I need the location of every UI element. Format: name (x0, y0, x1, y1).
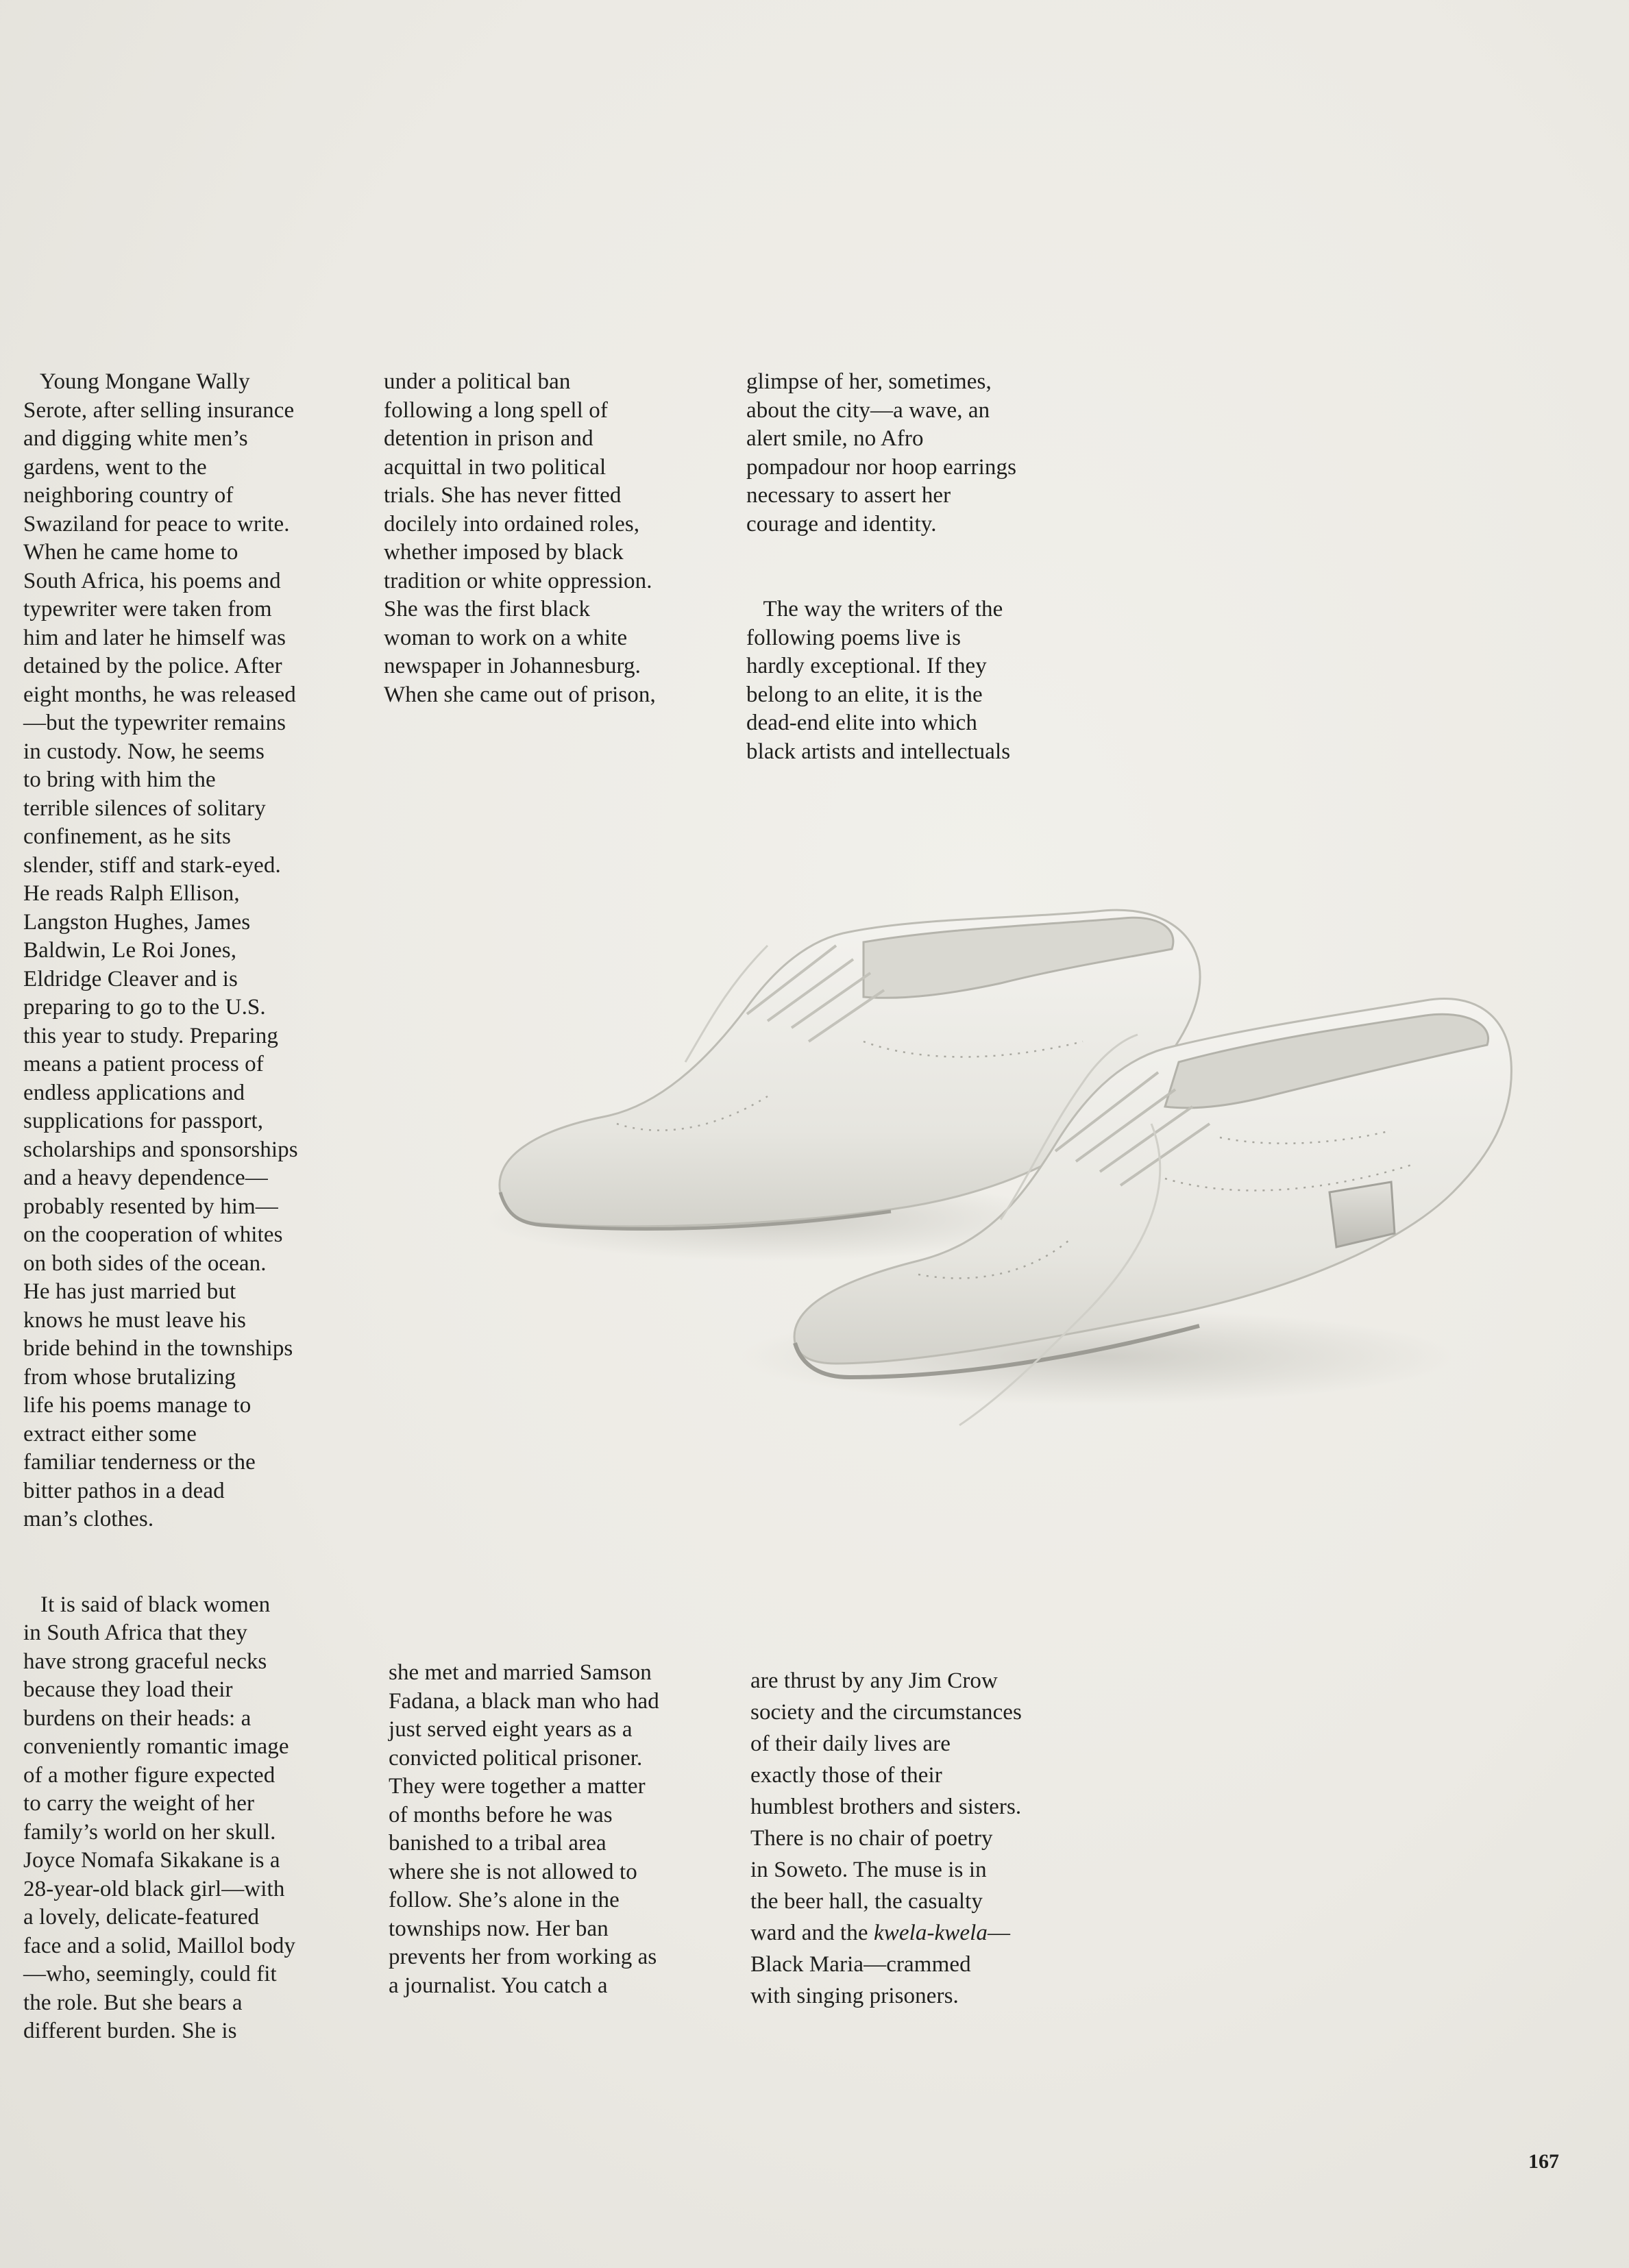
text-column-middle-bottom (389, 1602, 731, 2057)
page-number: 167 (1528, 2150, 1559, 2173)
text-before-italic: are thrust by any Jim Crow society and the circumstances of their daily lives are exactly those of their humblest brothers and sisters. There is no chair of poetry in Soweto. The muse is in the beer hall, the casualty ward and the (750, 1668, 1022, 1945)
paragraph-writers: The way the writers of the following poems live is hardly exceptional. If they belong to an elite, it is the dead-end elite into which black artists and intellectuals (746, 597, 1011, 764)
text-column-right-bottom (750, 1602, 1093, 2075)
paragraph-sikakane: It is said of black women in South Africa that they have strong graceful necks because they load their burdens on their heads: a conveniently romantic image of a mother figure expected to carry the weight of her family’s world on her skull. Joyce Nomafa Sikakane is a 28-year-old black girl—with a lovely, delicate-featured face and a solid, Maillol body —who, seemingly, could fit the role. But she bears a different burden. She is (23, 1592, 296, 2043)
white-shoes-photo (480, 836, 1521, 1439)
paragraph-glimpse: glimpse of her, sometimes, about the city—a wave, an alert smile, no Afro pompadour nor hoop earrings necessary to assert her courage and identity. (746, 369, 1017, 537)
text-column-middle-top (384, 311, 726, 766)
text-column-right-top (746, 311, 1089, 823)
text-column-left (23, 311, 359, 2103)
paragraph-jim-crow (750, 1665, 1093, 2012)
paragraph-fadana: she met and married Samson Fadana, a black man who had just served eight years as a convicted political prisoner. They were together a matter of months before he was banished to a tribal area where she is not allowed to follow. She’s alone in the townships now. Her ban prevents her from working as a journalist. You catch a (389, 1660, 659, 1998)
paragraph-serote: Young Mongane Wally Serote, after selling insurance and digging white men’s gardens, went to the neighboring country of Swaziland for peace to write. When he came home to South Africa, his poems and typewriter were taken from him and later he himself was detained by the police. After eight months, he was released —but the typewriter remains in custody. Now, he seems to bring with him the terrible silences of solitary confinement, as he sits slender, stiff and stark-eyed. He reads Ralph Ellison, Langston Hughes, James Baldwin, Le Roi Jones, Eldridge Cleaver and is preparing to go to the U.S. this year to study. Preparing means a patient process of endless applications and supplications for passport, scholarships and sponsorships and a heavy dependence— probably resented by him— on the cooperation of whites on both sides of the ocean. He has just married but knows he must leave his bride behind in the townships from whose brutalizing life his poems manage to extract either some familiar tenderness or the bitter pathos in a dead man’s clothes. (23, 369, 298, 1531)
text-after-italic: — Black Maria—crammed with singing prisoners. (750, 1921, 1011, 2008)
paragraph-political-ban: under a political ban following a long spell of detention in prison and acquittal in two political trials. She has never fitted docilely into ordained roles, whether imposed by black tradition or white oppression. She was the first black woman to work on a white newspaper in Johannesburg. When she came out of prison, (384, 369, 656, 707)
italic-kwela-kwela: kwela-kwela (873, 1921, 988, 1945)
